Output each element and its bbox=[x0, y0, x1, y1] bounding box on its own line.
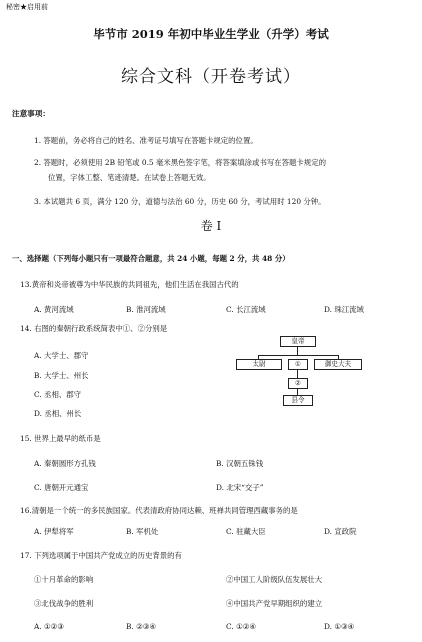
note-item: 2. 答题时，必须使用 2B 铅笔或 0.5 毫米黑色签字笔，将答案填涂或书写在答题卡规定的 bbox=[34, 158, 326, 167]
question-stem: 16.清朝是一个统一的多民族国家。代表清政府协同达赖、班禅共同管理西藏事务的是 bbox=[20, 506, 298, 515]
chart-node-censor: 御史大夫 bbox=[314, 359, 362, 370]
option-a: A. 大学士、郡守 bbox=[34, 351, 89, 360]
option-b: B. 大学士、州长 bbox=[34, 371, 89, 380]
option-a: A. 黄河流域 bbox=[34, 305, 74, 314]
exam-title: 毕节市 2019 年初中毕业生学业（升学）考试 bbox=[93, 27, 329, 41]
option-d: D. ①③④ bbox=[324, 622, 355, 631]
chart-node-2: ② bbox=[288, 378, 308, 389]
exam-subtitle: 综合文科（开卷考试） bbox=[121, 67, 301, 87]
list-item: ④中国共产党早期组织的建立 bbox=[226, 599, 323, 608]
notes-heading: 注意事项： bbox=[12, 109, 50, 118]
option-d: D. 丞相、州长 bbox=[34, 409, 82, 418]
option-d: D. 宣政院 bbox=[324, 527, 357, 536]
option-a: A. 秦朝圆形方孔钱 bbox=[34, 459, 96, 468]
chart-node-1: ① bbox=[288, 359, 308, 370]
option-c: C. 驻藏大臣 bbox=[226, 527, 266, 536]
chart-connector bbox=[258, 355, 338, 356]
question-stem: 14. 右图的秦朝行政系统简表中①、②分别是 bbox=[20, 324, 168, 333]
option-b: B. 淮河流域 bbox=[126, 305, 166, 314]
section-heading: 一、选择题（下列每小题只有一项最符合题意，共 24 小题，每题 2 分，共 48 分） bbox=[12, 254, 290, 263]
note-item: 位置，字体工整、笔迹清楚。在试卷上答题无效。 bbox=[48, 173, 211, 182]
option-c: C. 丞相、郡守 bbox=[34, 390, 82, 399]
option-a: A. 伊犁将军 bbox=[34, 527, 74, 536]
note-item: 3. 本试题共 6 页，满分 120 分，道德与法治 60 分，历史 60 分，考试用时 120 分钟。 bbox=[34, 197, 326, 206]
chart-connector bbox=[297, 370, 298, 378]
note-item: 1. 答题前，务必将自己的姓名、准考证号填写在答题卡规定的位置。 bbox=[34, 136, 258, 145]
chart-node-emperor: 皇帝 bbox=[280, 336, 316, 347]
question-stem: 13.黄帝和炎帝被尊为中华民族的共同祖先，他们生活在我国古代的 bbox=[20, 280, 239, 289]
option-d: D. 珠江流域 bbox=[324, 305, 364, 314]
chart-connector bbox=[297, 347, 298, 355]
question-stem: 17. 下列选项属于中国共产党成立的历史背景的有 bbox=[20, 551, 182, 560]
option-c: C. 唐朝开元通宝 bbox=[34, 483, 89, 492]
option-c: C. ①②④ bbox=[226, 622, 256, 631]
option-b: B. 军机处 bbox=[126, 527, 159, 536]
option-d: D. 北宋“交子” bbox=[216, 483, 264, 492]
list-item: ①十月革命的影响 bbox=[34, 575, 94, 584]
option-c: C. 长江流域 bbox=[226, 305, 266, 314]
secret-label: 秘密★启用前 bbox=[6, 3, 48, 11]
chart-node-taiwei: 太尉 bbox=[236, 359, 282, 370]
list-item: ②中国工人阶级队伍发展壮大 bbox=[226, 575, 323, 584]
list-item: ③北伐战争的胜利 bbox=[34, 599, 94, 608]
option-a: A. ①②③ bbox=[34, 622, 64, 631]
option-b: B. ②③④ bbox=[126, 622, 157, 631]
question-stem: 15. 世界上最早的纸币是 bbox=[20, 434, 101, 443]
option-b: B. 汉朝五铢钱 bbox=[216, 459, 264, 468]
volume-label: 卷 I bbox=[200, 219, 222, 233]
chart-node-county: 县令 bbox=[283, 395, 313, 406]
